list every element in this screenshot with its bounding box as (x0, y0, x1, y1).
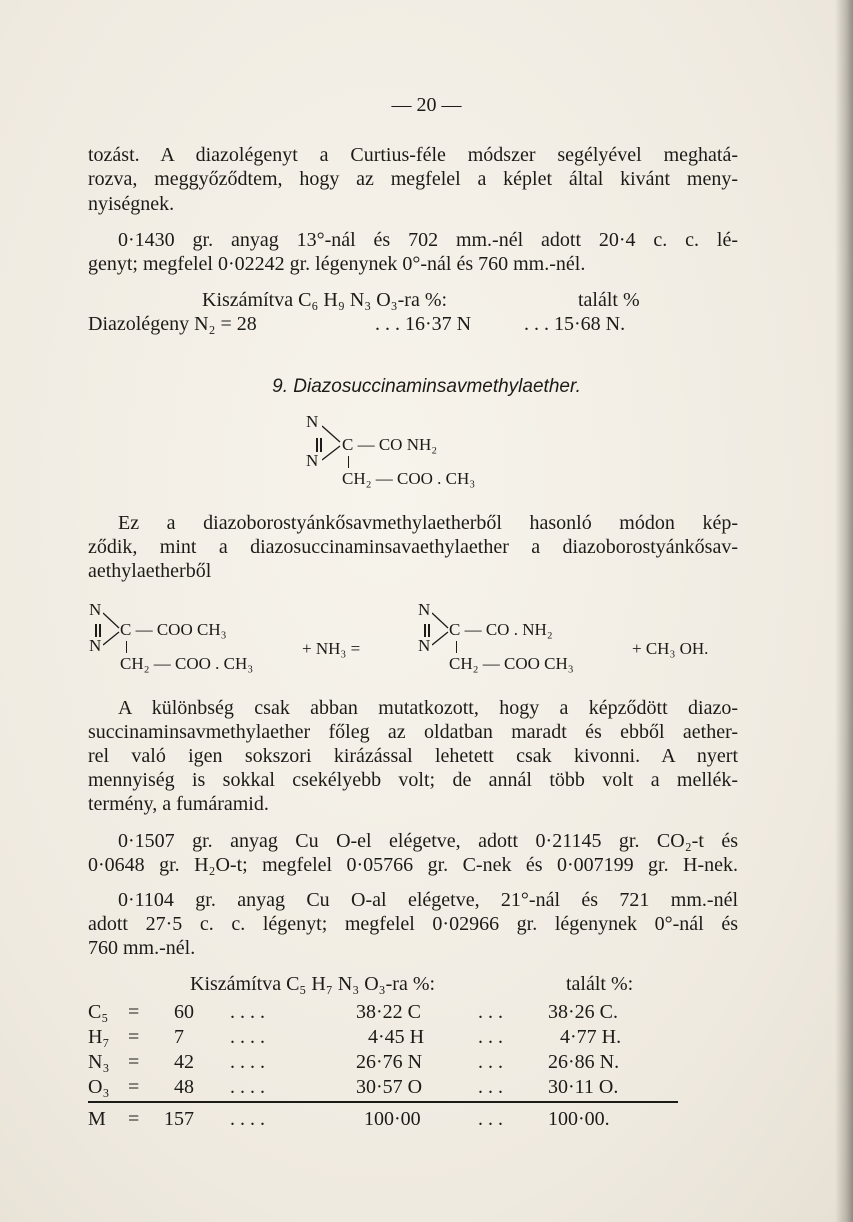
calc2-eq: = (128, 1076, 140, 1098)
calc1-row-calc: . . . 16·37 N (375, 313, 472, 335)
calc2-eq: = (128, 1108, 140, 1130)
calc2-dots: . . . . (230, 1076, 265, 1098)
calc2-found: 100·00. (548, 1108, 610, 1130)
calc2-dots: . . . (478, 1076, 503, 1098)
para5-line: 0·1507 gr. anyag Cu O-el elégetve, adott 0·21145 gr. CO₂-t és (118, 830, 738, 852)
para5-line: 0·0648 gr. H₂O-t; megfelel 0·05766 gr. C-nek és 0·007199 gr. H-nek. (88, 854, 738, 876)
para4-line: rel való igen sokszori kirázással lehetett csak kivonni. A nyert (88, 745, 738, 767)
reaction-ch2-group-2: CH₂ — COO CH₃ (449, 654, 574, 673)
calc2-found: 30·11 O. (548, 1076, 619, 1098)
calc2-found: 26·86 N. (548, 1051, 620, 1073)
reaction-n-bottom-2: N (418, 636, 431, 655)
page-number: — 20 — (391, 94, 462, 116)
reaction-ch2-group-1: CH₂ — COO . CH₃ (120, 654, 254, 673)
calc2-calc: 100·00 (364, 1108, 421, 1130)
calc1-row-found: . . . 15·68 N. (524, 313, 626, 335)
page-edge-shadow (835, 0, 853, 1222)
reaction-c-group-2: C — CO . NH₂ (449, 620, 553, 639)
calc2-dots: . . . (478, 1026, 503, 1048)
calc2-value: 60 (174, 1001, 194, 1023)
para4-line: succinaminsavmethylaether főleg az oldatban maradt és ebből aether- (88, 721, 738, 743)
calc2-dots: . . . (478, 1051, 503, 1073)
calc2-calc: 26·76 N (356, 1051, 423, 1073)
reaction-n-top-2: N (418, 600, 431, 619)
calc2-label: O₃ (88, 1076, 110, 1098)
para6-line: 760 mm.-nél. (88, 937, 196, 959)
para4-line: mennyiség is sokkal csekélyebb volt; de annál több volt a mellék- (88, 769, 738, 791)
calc2-dots: . . . . (230, 1051, 265, 1073)
calc2-found-head: talált %: (566, 973, 634, 995)
calc2-value: 42 (174, 1051, 194, 1073)
reaction-plus-meoh: + CH₃ OH. (632, 639, 709, 658)
calc2-found: 38·26 C. (548, 1001, 618, 1023)
para4-line: termény, a fumáramid. (88, 793, 269, 815)
calc1-found-head: talált % (578, 289, 640, 311)
calc2-label: M (88, 1108, 106, 1130)
para2-line: 0·1430 gr. anyag 13°-nál és 702 mm.-nél adott 20·4 c. c. lé- (118, 229, 738, 251)
calc2-label: C₅ (88, 1001, 109, 1023)
sum-rule (88, 1101, 678, 1103)
calc2-eq: = (128, 1051, 140, 1073)
calc1-head: Kiszámítva C₆ H₉ N₃ O₃-ra %: (202, 289, 448, 311)
reaction-n-bottom-1: N (89, 636, 102, 655)
reaction-n-top-1: N (89, 600, 102, 619)
calc2-found: 4·77 H. (560, 1026, 622, 1048)
calc2-dots: . . . (478, 1108, 503, 1130)
para6-line: adott 27·5 c. c. légenyt; megfelel 0·02966 gr. légenynek 0°-nál és (88, 913, 738, 935)
calc2-dots: . . . . (230, 1026, 265, 1048)
calc2-dots: . . . . (230, 1001, 265, 1023)
para3-line: Ez a diazoborostyánkősavmethylaetherből hasonló módon kép- (118, 512, 738, 534)
calc2-label: N₃ (88, 1051, 110, 1073)
calc2-value: 48 (174, 1076, 194, 1098)
calc2-eq: = (128, 1026, 140, 1048)
calc2-eq: = (128, 1001, 140, 1023)
para6-line: 0·1104 gr. anyag Cu O-al elégetve, 21°-nál és 721 mm.-nél (118, 889, 738, 911)
calc2-calc: 4·45 H (368, 1026, 425, 1048)
formula1-ring-bonds (322, 422, 344, 466)
reaction-plus-nh3: + NH₃ = (302, 639, 361, 658)
formula1-c-group: C — CO NH₂ (342, 435, 438, 454)
calc2-dots: . . . . (230, 1108, 265, 1130)
para1-line: nyiségnek. (88, 193, 175, 215)
calc2-head: Kiszámítva C₅ H₇ N₃ O₃-ra %: (190, 973, 436, 995)
formula1-ch2-group: CH₂ — COO . CH₃ (342, 469, 476, 488)
para3-line: ződik, mint a diazosuccinaminsavaethylaether a diazoborostyánkősav- (88, 536, 738, 558)
section-heading: 9. Diazosuccinaminsavmethylaether. (272, 376, 581, 397)
para2-line: genyt; megfelel 0·02242 gr. légenynek 0°-nál és 760 mm.-nél. (88, 253, 586, 275)
para1-line: rozva, meggyőződtem, hogy az megfelel a képlet által kivánt meny- (88, 168, 738, 190)
calc1-row-label: Diazolégeny N₂ = 28 (88, 313, 257, 335)
formula1-n-bottom: N (306, 451, 319, 470)
para1-line: tozást. A diazolégenyt a Curtius-féle módszer segélyével meghatá- (88, 144, 738, 166)
calc2-label: H₇ (88, 1026, 110, 1048)
formula1-double-bond (316, 438, 318, 452)
calc2-value: 7 (174, 1026, 184, 1048)
calc2-calc: 30·57 O (356, 1076, 423, 1098)
formula1-n-top: N (306, 412, 319, 431)
reaction-c-group-1: C — COO CH₃ (120, 620, 227, 639)
para4-line: A különbség csak abban mutatkozott, hogy a képződött diazo- (118, 697, 738, 719)
calc2-dots: . . . (478, 1001, 503, 1023)
calc2-value: 157 (164, 1108, 194, 1130)
para3-line: aethylaetherből (88, 560, 212, 582)
calc2-calc: 38·22 C (356, 1001, 421, 1023)
